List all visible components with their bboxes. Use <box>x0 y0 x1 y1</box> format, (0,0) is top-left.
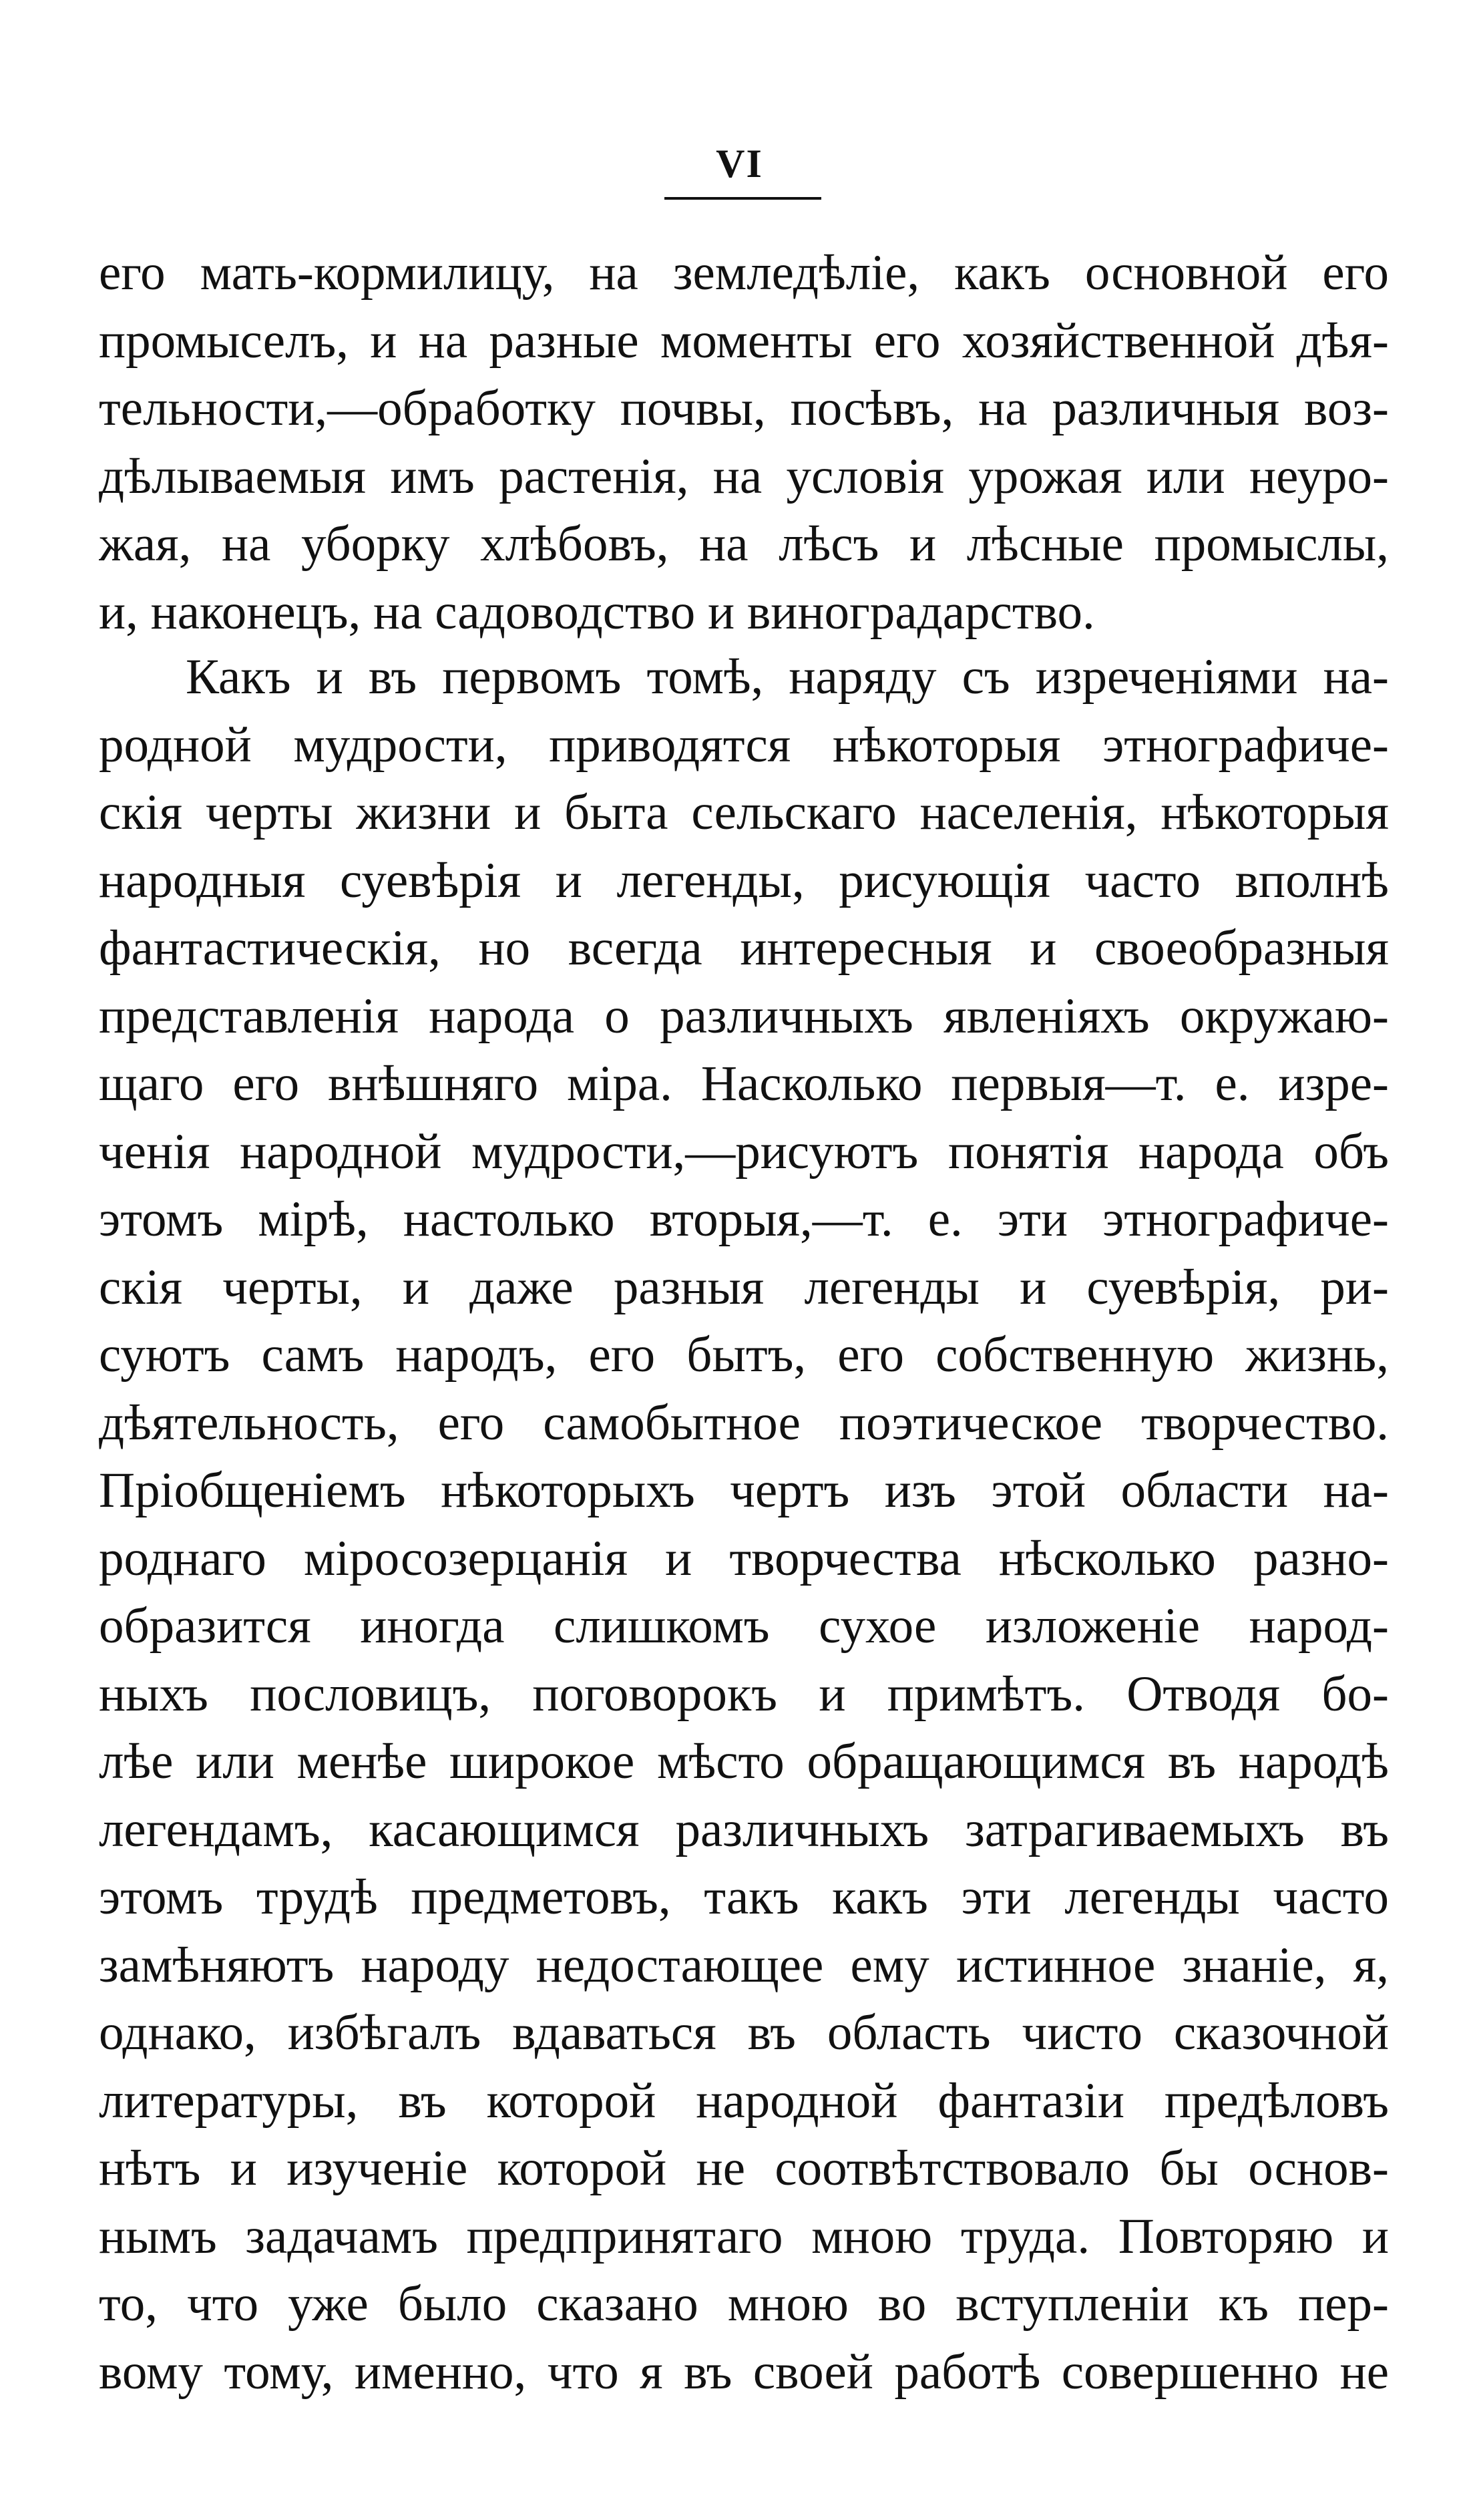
text-line: этомъ трудѣ предметовъ, такъ какъ эти легенды часто <box>99 1869 1389 1925</box>
text-line: дѣятельность, его самобытное поэтическое творчество. <box>99 1395 1389 1451</box>
text-line: фантастическія, но всегда интересныя и своеобразныя <box>99 920 1389 976</box>
text-line: жая, на уборку хлѣбовъ, на лѣсъ и лѣсные промыслы, <box>99 516 1389 572</box>
header-rule <box>664 197 821 200</box>
text-line: образится иногда слишкомъ сухое изложеніе народ- <box>99 1598 1389 1654</box>
text-line: ченія народной мудрости,—рисуютъ понятія народа объ <box>99 1123 1389 1180</box>
text-line: его мать-кормилицу, на земледѣліе, какъ основной его <box>99 245 1389 301</box>
text-line: замѣняютъ народу недостающее ему истинное знаніе, я, <box>99 1937 1389 1993</box>
text-line: однако, избѣгалъ вдаваться въ область чисто сказочной <box>99 2005 1389 2060</box>
text-line: легендамъ, касающимся различныхъ затрагиваемыхъ въ <box>99 1801 1389 1857</box>
text-line: тельности,—обработку почвы, посѣвъ, на различныя воз- <box>99 381 1389 436</box>
text-line: вому тому, именно, что я въ своей работѣ совершенно не <box>99 2344 1389 2400</box>
text-line: ныхъ пословицъ, поговорокъ и примѣтъ. Отводя бо- <box>99 1666 1389 1722</box>
text-line: щаго его внѣшняго міра. Насколько первыя—т. е. изре- <box>99 1056 1389 1111</box>
text-line: народныя суевѣрія и легенды, рисующія часто вполнѣ <box>99 852 1389 908</box>
text-line: суютъ самъ народъ, его бытъ, его собственную жизнь, <box>99 1327 1389 1383</box>
text-line: то, что уже было сказано мною во вступленіи къ пер- <box>99 2276 1389 2332</box>
paragraph-2 <box>99 643 1389 2406</box>
text-line: представленія народа о различныхъ явленіяхъ окружаю- <box>99 988 1389 1044</box>
text-line: скія черты, и даже разныя легенды и суевѣрія, ри- <box>99 1259 1389 1315</box>
text-line: Пріобщеніемъ нѣкоторыхъ чертъ изъ этой области на- <box>99 1463 1389 1518</box>
text-line: нымъ задачамъ предпринятаго мною труда. Повторяю и <box>99 2208 1389 2264</box>
paragraph-1 <box>99 239 1389 646</box>
text-line: этомъ мірѣ, настолько вторыя,—т. е. эти этнографиче- <box>99 1192 1389 1247</box>
text-line: родной мудрости, приводятся нѣкоторыя этнографиче- <box>99 717 1389 773</box>
page-number: VI <box>716 142 763 186</box>
text-line: нѣтъ и изученіе которой не соотвѣтствовало бы основ- <box>99 2141 1389 2196</box>
text-line: дѣлываемыя имъ растенія, на условія урожая или неуро- <box>99 448 1389 504</box>
text-line: литературы, въ которой народной фантазіи предѣловъ <box>99 2073 1389 2129</box>
text-line: Какъ и въ первомъ томѣ, наряду съ изреченіями на- <box>186 649 1389 705</box>
text-line: роднаго міросозерцанія и творчества нѣсколько разно- <box>99 1530 1389 1586</box>
text-line: скія черты жизни и быта сельскаго населенія, нѣкоторыя <box>99 785 1389 840</box>
text-line: лѣе или менѣе широкое мѣсто обращающимся въ народѣ <box>99 1734 1389 1789</box>
text-line: промыселъ, и на разные моменты его хозяйственной дѣя- <box>99 313 1389 369</box>
text-line: и, наконецъ, на садоводство и виноградарство. <box>99 584 1095 640</box>
